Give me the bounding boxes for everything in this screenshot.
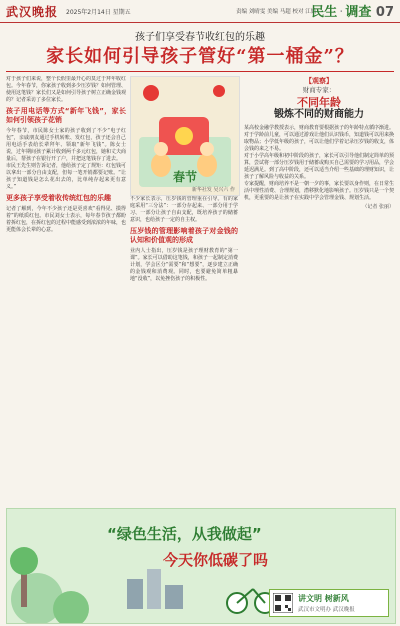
commentary-tag: 【观察】 [305, 77, 333, 85]
public-service-ad [6, 508, 396, 624]
svg-text:春节: 春节 [173, 170, 198, 184]
commentary-kicker: 财商专家： [302, 86, 336, 94]
spring-festival-illustration [130, 76, 240, 196]
paragraph: 今年春节，市民陈女士家的孩子收到了不少“电子红包”，亲戚朋友通过手机转账、发红包，孩子还会自己用电话手表给长辈拜年、领取“新年飞钱”。陈女士说，过年期间孩子累计收到两千多元红包，她和丈夫商量后，帮孩子在银行开了户，并把这笔钱存了进去。 [6, 128, 126, 162]
paragraph: 对于孩子们来说，整个长假里最开心的莫过于拜年收红包。今年春节，你家孩子收到多少压岁钱？如何管理、使用这笔钱？家长们又是如何引导孩子树立正确金钱观的？记者采访了多位家长。 [6, 76, 126, 103]
section-name: 民生 [311, 5, 338, 20]
page-number: 07 [375, 5, 394, 20]
byline: （记者 张丽） [362, 204, 394, 210]
paragraph: 记者了解到，今年不少孩子还是更喜欢“看得见、摸得着”的纸质红包。市民刘女士表示，每年春节孩子都盼着拆红包，在拆红包的过程中能感受到浓浓的年味，也更能体会长辈的心意。 [6, 206, 126, 233]
paragraph: 不少家长表示，压岁钱的管理重在引导。有的家庭采用“三分法”：一部分存起来、一部分用于学习、一部分让孩子自由支配，既培养孩子的储蓄意识，也给孩子一定的自主权。 [130, 196, 238, 223]
article-headline: 家长如何引导孩子管好“第一桶金”？ [46, 46, 354, 67]
paragraph: 市民王先生则告诉记者，他给孩子定了规矩：红包钱可以拿出一部分自由支配，但每一笔开销都要记账。“让孩子知道钱是怎么花出去的，比单纯存起来更有意义。” [6, 163, 126, 190]
article-subtitle: 孩子们享受春节收红包的乐趣 [135, 32, 265, 43]
subheading: 孩子用电话等方式“新年飞钱”，家长如何引领孩子花销 [6, 107, 126, 124]
ad-slogan-line2: 今天你低碳了吗 [163, 551, 269, 569]
subheading: 更多孩子享受着收传统红包的乐趣 [6, 194, 111, 202]
commentary-title-line1: 不同年龄 [297, 96, 341, 109]
column-3-commentary [244, 76, 394, 504]
masthead-logo: 武汉晚报 [6, 5, 59, 19]
commentary-header [244, 78, 394, 121]
paragraph: 专家提醒，财商培养不是一朝一夕的事，家长要以身作则，在日常生活中理性消费、合理规划，潜移默化地影响孩子。压岁钱只是一个契机，更重要的是让孩子在实践中学会管理金钱、规划生活。 [244, 181, 394, 201]
column-2 [130, 196, 238, 504]
civility-title: 讲文明 树新风 [298, 594, 349, 603]
civility-sub: 武汉市文明办 武汉晚报 [298, 607, 355, 613]
page-header [0, 0, 400, 23]
section-sub: 调查 [345, 5, 372, 20]
ad-slogan-line1: “绿色生活，从我做起” [107, 525, 262, 543]
dateline: 2025年2月14日 星期五 [66, 9, 131, 16]
subheading: 压岁钱的管理影响着孩子对金钱的认知和价值观的形成 [130, 227, 238, 244]
illustration-art [131, 77, 239, 195]
section-title: 民生 · 调查 07 [311, 5, 394, 20]
paragraph: 业内人士指出，压岁钱是孩子理财教育的“第一课”。家长可以借助这笔钱，和孩子一起制定消费计划，学会区分“需要”和“想要”，逐步建立正确的金钱观和消费观。同时，也要避免简单粗暴地“没收”，以免挫伤孩子的积极性。 [130, 248, 238, 282]
illustration-caption: 新华社发 吴兴六 作 [191, 187, 235, 193]
paragraph: 对于小学高年级和初中阶段的孩子，家长可以引导他们制定简单的预算，尝试将一部分压岁钱用于储蓄或购买自己需要的学习用品，学会延迟满足。到了高中阶段，还可以适当介绍一些基础的理财知识，让孩子了解风险与收益的关系。 [244, 153, 394, 180]
commentary-title-line2: 锻炼不同的财商能力 [274, 109, 364, 120]
civility-badge [269, 589, 389, 617]
editor-credits: 责编 刘晴雯 美编 马超 校对 江婧 [236, 9, 317, 15]
paragraph: 某高校金融学教授表示，财商教育要根据孩子的年龄特点循序渐进。对于学龄前儿童，可以通过游戏让他们认识钱币，知道钱可以用来换取物品；小学低年级的孩子，可以让他们学着记录压岁钱的收支，体会钱的来之不易。 [244, 125, 394, 152]
headline-divider [6, 71, 394, 72]
column-1 [6, 76, 126, 504]
qr-code-icon [273, 593, 293, 613]
